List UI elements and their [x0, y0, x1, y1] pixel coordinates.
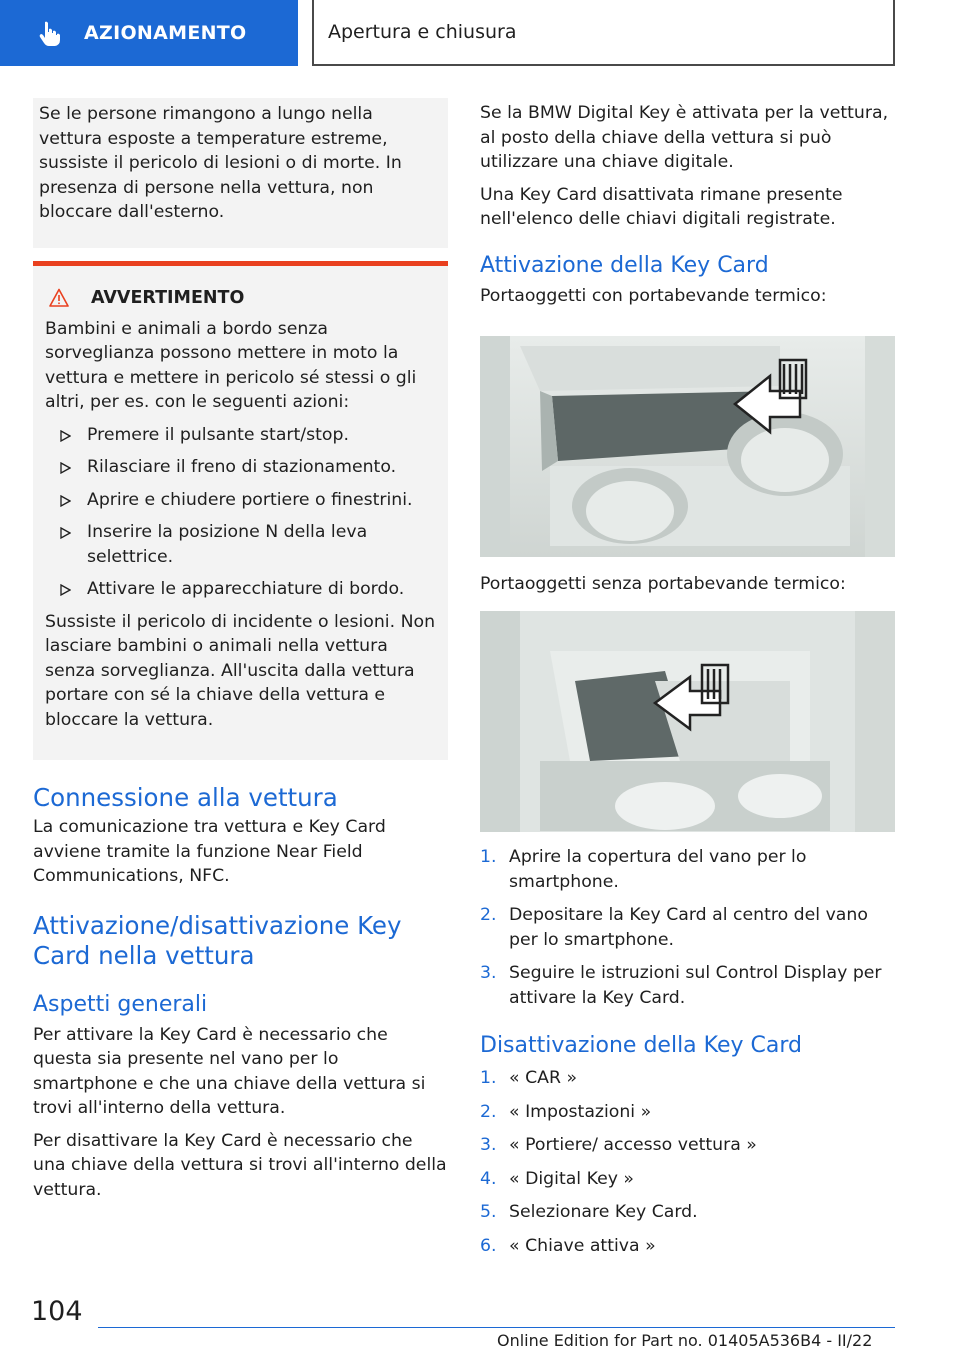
step-item	[480, 1234, 895, 1259]
paragraph-key-card-list: Una Key Card disattivata rimane presente nell'elenco delle chiavi digitali registrate.	[480, 184, 843, 229]
heading-disattivazione: Disattivazione della Key Card	[480, 1033, 802, 1058]
warning-outro: Sussiste il pericolo di incidente o lesioni. Non lasciare bambini o animali nella vettura senza sorveglianza. All'uscita dalla vettura portare con sé la chiave della vettura e bloccare la vettura.	[45, 611, 436, 730]
step-text: « CAR »	[509, 1068, 578, 1088]
step-number: 2.	[480, 905, 497, 925]
step-item	[480, 1066, 895, 1091]
chapter-title: Apertura e chiusura	[312, 0, 895, 66]
step-item	[480, 1100, 895, 1125]
caption-photo-2: Portaoggetti senza portabevande termico:	[480, 574, 846, 594]
step-text: Seguire le istruzioni sul Control Display per attivare la Key Card.	[509, 963, 882, 1008]
step-text: « Chiave attiva »	[509, 1235, 656, 1256]
step-number: 3.	[480, 1135, 497, 1155]
step-text: « Digital Key »	[509, 1168, 635, 1189]
step-item	[480, 903, 895, 952]
step-item	[480, 961, 895, 1010]
step-number: 2.	[480, 1101, 497, 1122]
warning-triangle-icon	[49, 288, 69, 308]
step-number: 1.	[480, 1068, 497, 1088]
warning-list-item	[45, 577, 438, 602]
warning-intro: Bambini e animali a bordo senza sorveglianza possono mettere in moto la vettura e mettere in pericolo sé stessi o gli altri, per es. con le seguenti azioni:	[45, 318, 417, 412]
caption-2-wrap	[480, 572, 895, 605]
paragraph-connessione: La comunicazione tra vettura e Key Card avviene tramite la funzione Near Field Communications, NFC.	[33, 817, 386, 886]
deactivation-steps	[480, 1066, 895, 1258]
heading-attivazione: Attivazione/disattivazione Key Card nella vettura	[33, 910, 402, 970]
caution-text: Se le persone rimangono a lungo nella vettura esposte a temperature estreme, sussiste il pericolo di lesioni o di morte. In presenza di persone nella vettura, non bloccare dall'esterno.	[39, 104, 402, 222]
triangle-bullet-icon	[59, 430, 71, 442]
triangle-bullet-icon	[59, 495, 71, 507]
triangle-bullet-icon	[59, 462, 71, 474]
step-item	[480, 1133, 895, 1158]
photo-storage-with-cupholder	[480, 336, 895, 557]
warning-list-item-text: Aprire e chiudere portiere o finestrini.	[87, 489, 413, 510]
warning-list-item-text: Attivare le apparecchiature di bordo.	[87, 579, 405, 599]
paragraph-digital-key: Se la BMW Digital Key è attivata per la vettura, al posto della chiave della vettura si può utilizzare una chiave digitale.	[480, 103, 889, 172]
warning-list-item-text: Rilasciare il freno di stazionamento.	[87, 457, 397, 477]
right-column-top	[480, 101, 895, 316]
step-text: Depositare la Key Card al centro del vano per lo smartphone.	[509, 905, 868, 950]
step-text: « Impostazioni »	[509, 1101, 652, 1122]
activation-steps	[480, 845, 895, 1010]
section-tab	[0, 0, 298, 66]
step-text: « Portiere/ accesso vettura »	[509, 1135, 757, 1155]
warning-list-item	[45, 520, 438, 569]
step-item	[480, 1200, 895, 1225]
step-number: 1.	[480, 847, 497, 867]
warning-list-item	[45, 423, 438, 448]
step-number: 6.	[480, 1235, 497, 1256]
right-column-bottom	[480, 845, 895, 1267]
triangle-bullet-icon	[59, 527, 71, 539]
left-column	[33, 783, 448, 1210]
paragraph-aspetti-1: Per attivare la Key Card è necessario che questa sia presente nel vano per lo smartphone e che una chiave della vettura si trovi all'interno della vettura.	[33, 1024, 426, 1118]
heading-aspetti: Aspetti generali	[33, 991, 208, 1017]
warning-list	[45, 423, 438, 602]
warning-list-item-text: Premere il pulsante start/stop.	[87, 424, 349, 445]
step-number: 4.	[480, 1168, 497, 1189]
step-text: Aprire la copertura del vano per lo smartphone.	[509, 847, 807, 892]
heading-attivazione-key-card: Attivazione della Key Card	[480, 252, 769, 278]
warning-list-item	[45, 488, 438, 513]
triangle-bullet-icon	[59, 584, 71, 596]
console-illustration-2	[480, 611, 895, 832]
edition-note: Online Edition for Part no. 01405A536B4 - II/22	[497, 1331, 873, 1350]
step-number: 3.	[480, 963, 497, 983]
step-item	[480, 845, 895, 894]
console-illustration-1	[480, 336, 895, 557]
warning-list-item	[45, 455, 438, 480]
step-item	[480, 1167, 895, 1192]
caption-photo-1: Portaoggetti con portabevande termico:	[480, 285, 827, 306]
hand-pointer-icon	[36, 19, 64, 47]
heading-connessione: Connessione alla vettura	[33, 783, 338, 812]
caution-box	[33, 98, 448, 248]
warning-box	[33, 261, 448, 760]
photo-storage-without-cupholder	[480, 611, 895, 832]
page-number: 104	[31, 1296, 83, 1327]
warning-title: AVVERTIMENTO	[91, 288, 245, 308]
warning-list-item-text: Inserire la posizione N della leva selettrice.	[87, 522, 368, 567]
step-number: 5.	[480, 1202, 497, 1222]
paragraph-aspetti-2: Per disattivare la Key Card è necessario che una chiave della vettura si trovi all'interno della vettura.	[33, 1130, 447, 1200]
step-text: Selezionare Key Card.	[509, 1202, 698, 1222]
warning-header	[39, 286, 438, 311]
footer-divider	[98, 1327, 895, 1328]
section-label: AZIONAMENTO	[84, 22, 247, 44]
